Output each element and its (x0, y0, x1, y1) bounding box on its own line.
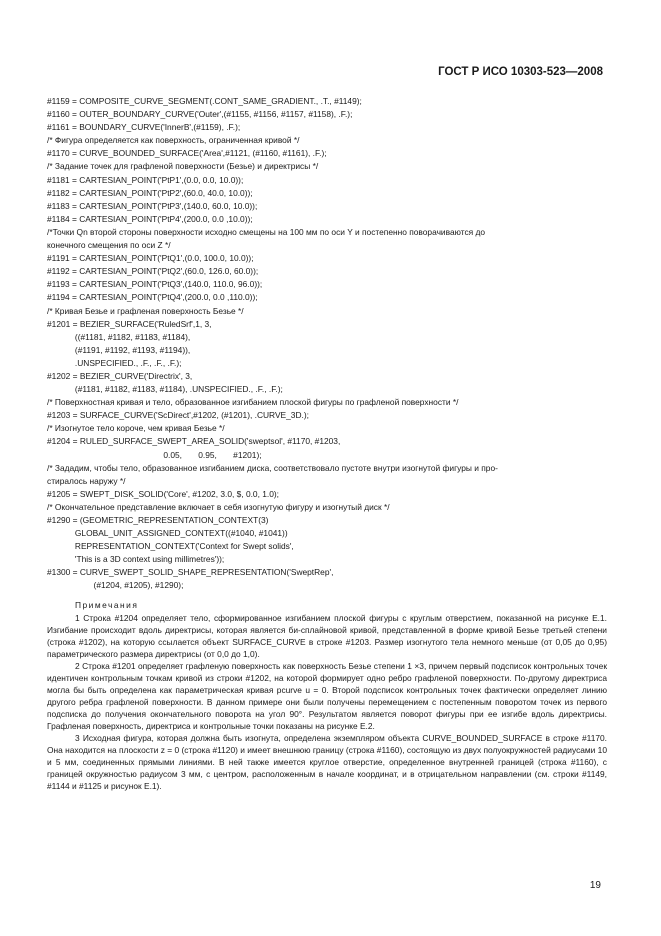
code-line: конечного смещения по оси Z */ (47, 240, 171, 251)
code-line: #1193 = CARTESIAN_POINT('PtQ3',(140.0, 110.0, 96.0)); (47, 279, 263, 290)
code-listing (47, 95, 607, 593)
code-line: /* Окончательное представление включает в себя изогнутую фигуру и изогнутый диск */ (47, 501, 390, 512)
code-line: #1194 = CARTESIAN_POINT('PtQ4',(200.0, 0.0 ,110.0)); (47, 292, 258, 303)
code-line: #1300 = CURVE_SWEPT_SOLID_SHAPE_REPRESENTATION('SweptRep', (47, 567, 334, 578)
code-line: REPRESENTATION_CONTEXT('Context for Swept solids', (47, 541, 294, 552)
code-line: (#1181, #1182, #1183, #1184), .UNSPECIFIED., .F., .F.); (47, 384, 283, 395)
code-line: #1204 = RULED_SURFACE_SWEPT_AREA_SOLID('sweptsol', #1170, #1203, (47, 436, 341, 447)
code-line: GLOBAL_UNIT_ASSIGNED_CONTEXT((#1040, #1041)) (47, 528, 288, 539)
code-line: #1202 = BEZIER_CURVE('Directrix', 3, (47, 370, 193, 381)
code-line: /* Изогнутое тело короче, чем кривая Безье */ (47, 423, 225, 434)
code-line: #1290 = (GEOMETRIC_REPRESENTATION_CONTEXT(3) (47, 515, 269, 525)
code-line: #1160 = OUTER_BOUNDARY_CURVE('Outer',(#1155, #1156, #1157, #1158), .F.); (47, 109, 353, 120)
code-line: (#1191, #1192, #1193, #1194)), (47, 344, 191, 355)
code-line: стиралось наружу */ (47, 475, 126, 486)
code-line: ((#1181, #1182, #1183, #1184), (47, 331, 191, 342)
note-paragraph: 1 Строка #1204 определяет тело, сформированное изгибанием плоской фигуры с круглым отверстием, показанной на рисунке Е.1. Изгибание происходит вдоль директрисы, которая является би-сплайновой кривой, представленной в форме кривой Безье третьей степени (строка #1202), на которую ссылается объект SURFACE_CURVE в строке #1203. Размер изогнутого тела немного меньше (от 0,05 до 0,95) параметрического размера директрисы (от 0,0 до 1,0). (47, 612, 607, 659)
code-line: #1170 = CURVE_BOUNDED_SURFACE('Area',#1121, (#1160, #1161), .F.); (47, 148, 327, 159)
code-line: #1183 = CARTESIAN_POINT('PtP3',(140.0, 60.0, 10.0)); (47, 200, 258, 211)
code-line: #1159 = COMPOSITE_CURVE_SEGMENT(.CONT_SAME_GRADIENT., .T., #1149); (47, 96, 362, 106)
code-line: 0.05, 0.95, #1201); (47, 449, 262, 460)
code-line: #1181 = CARTESIAN_POINT('PtP1',(0.0, 0.0, 10.0)); (47, 174, 244, 185)
code-line: #1184 = CARTESIAN_POINT('PtP4',(200.0, 0.0 ,10.0)); (47, 213, 253, 224)
code-line: /* Поверхностная кривая и тело, образованное изгибанием плоской фигуры по графленой поверхности */ (47, 397, 459, 408)
code-line: #1191 = CARTESIAN_POINT('PtQ1',(0.0, 100.0, 10.0)); (47, 253, 254, 264)
code-line: /* Задание точек для графленой поверхности (Безье) и директрисы */ (47, 161, 319, 172)
code-line: #1192 = CARTESIAN_POINT('PtQ2',(60.0, 126.0, 60.0)); (47, 266, 259, 277)
code-line: /*Точки Qn второй стороны поверхности исходно смещены на 100 мм по оси Y и постепенно поворачиваются до (47, 226, 486, 237)
code-line: 'This is a 3D context using millimetres')); (47, 554, 225, 565)
note-paragraph: 3 Исходная фигура, которая должна быть изогнута, определена экземпляром объекта CURVE_BOUNDED_SURFACE в строке #1170. Она находится на плоскости z = 0 (строка #1120) и имеет внешнюю границу (строка #1160), состоящую из двух полуокружностей радиусами 10 и 5 мм, соединенных прямыми линиями. В ней также имеется круглое отверстие, определенное внутренней границей (строка #1160), с границей окружностью радиусом 3 мм, с центром, расположенным в начале координат, и в отрицательном направлении (см. строки #1149, #1144 и #1125 и рисунок Е.1). (47, 732, 607, 791)
notes-section (47, 612, 607, 792)
document-body (47, 95, 607, 792)
note-paragraph: 2 Строка #1201 определяет графленую поверхность как поверхность Безье степени 1 ×3, причем первый подсписок контрольных точек идентичен контрольным точкам кривой из строки #1202, на которой формирует одно ребро графленой поверхности. По-другому директриса могла бы быть определена как параметрическая кривая pcurve u = 0. Второй подсписок контрольных точек фактически определяет линию другого ребра графленой поверхности. В данном примере они были получены перемещением с постепенным поворотом точек из первого подсписка до получения окончательного поворота на угол 90°. Результатом является поворот фигуры при ее изгибе вдоль директрисы. Графленая поверхность, директриса и контрольные точки показаны на рисунке Е.2. (47, 660, 607, 731)
code-line: (#1204, #1205), #1290); (47, 580, 184, 591)
notes-title: Примечания (75, 599, 139, 610)
document-header: ГОСТ Р ИСО 10303-523—2008 (438, 66, 603, 78)
page-number: 19 (589, 880, 601, 891)
code-line: #1201 = BEZIER_SURFACE('RuledSrf',1, 3, (47, 318, 212, 329)
code-line: #1182 = CARTESIAN_POINT('PtP2',(60.0, 40.0, 10.0)); (47, 187, 253, 198)
code-line: #1203 = SURFACE_CURVE('ScDirect',#1202, (#1201), .CURVE_3D.); (47, 410, 309, 421)
code-line: #1161 = BOUNDARY_CURVE('InnerB',(#1159), .F.); (47, 122, 241, 133)
code-line: .UNSPECIFIED., .F., .F., .F.); (47, 357, 182, 368)
code-line: /* Зададим, чтобы тело, образованное изгибанием диска, соответствовало пустоте внутри изогнутой фигуры и про- (47, 462, 498, 473)
code-line: /* Кривая Безье и графленая поверхность Безье */ (47, 305, 244, 316)
code-line: /* Фигура определяется как поверхность, ограниченная кривой */ (47, 135, 300, 146)
code-line: #1205 = SWEPT_DISK_SOLID('Core', #1202, 3.0, $, 0.0, 1.0); (47, 488, 280, 499)
